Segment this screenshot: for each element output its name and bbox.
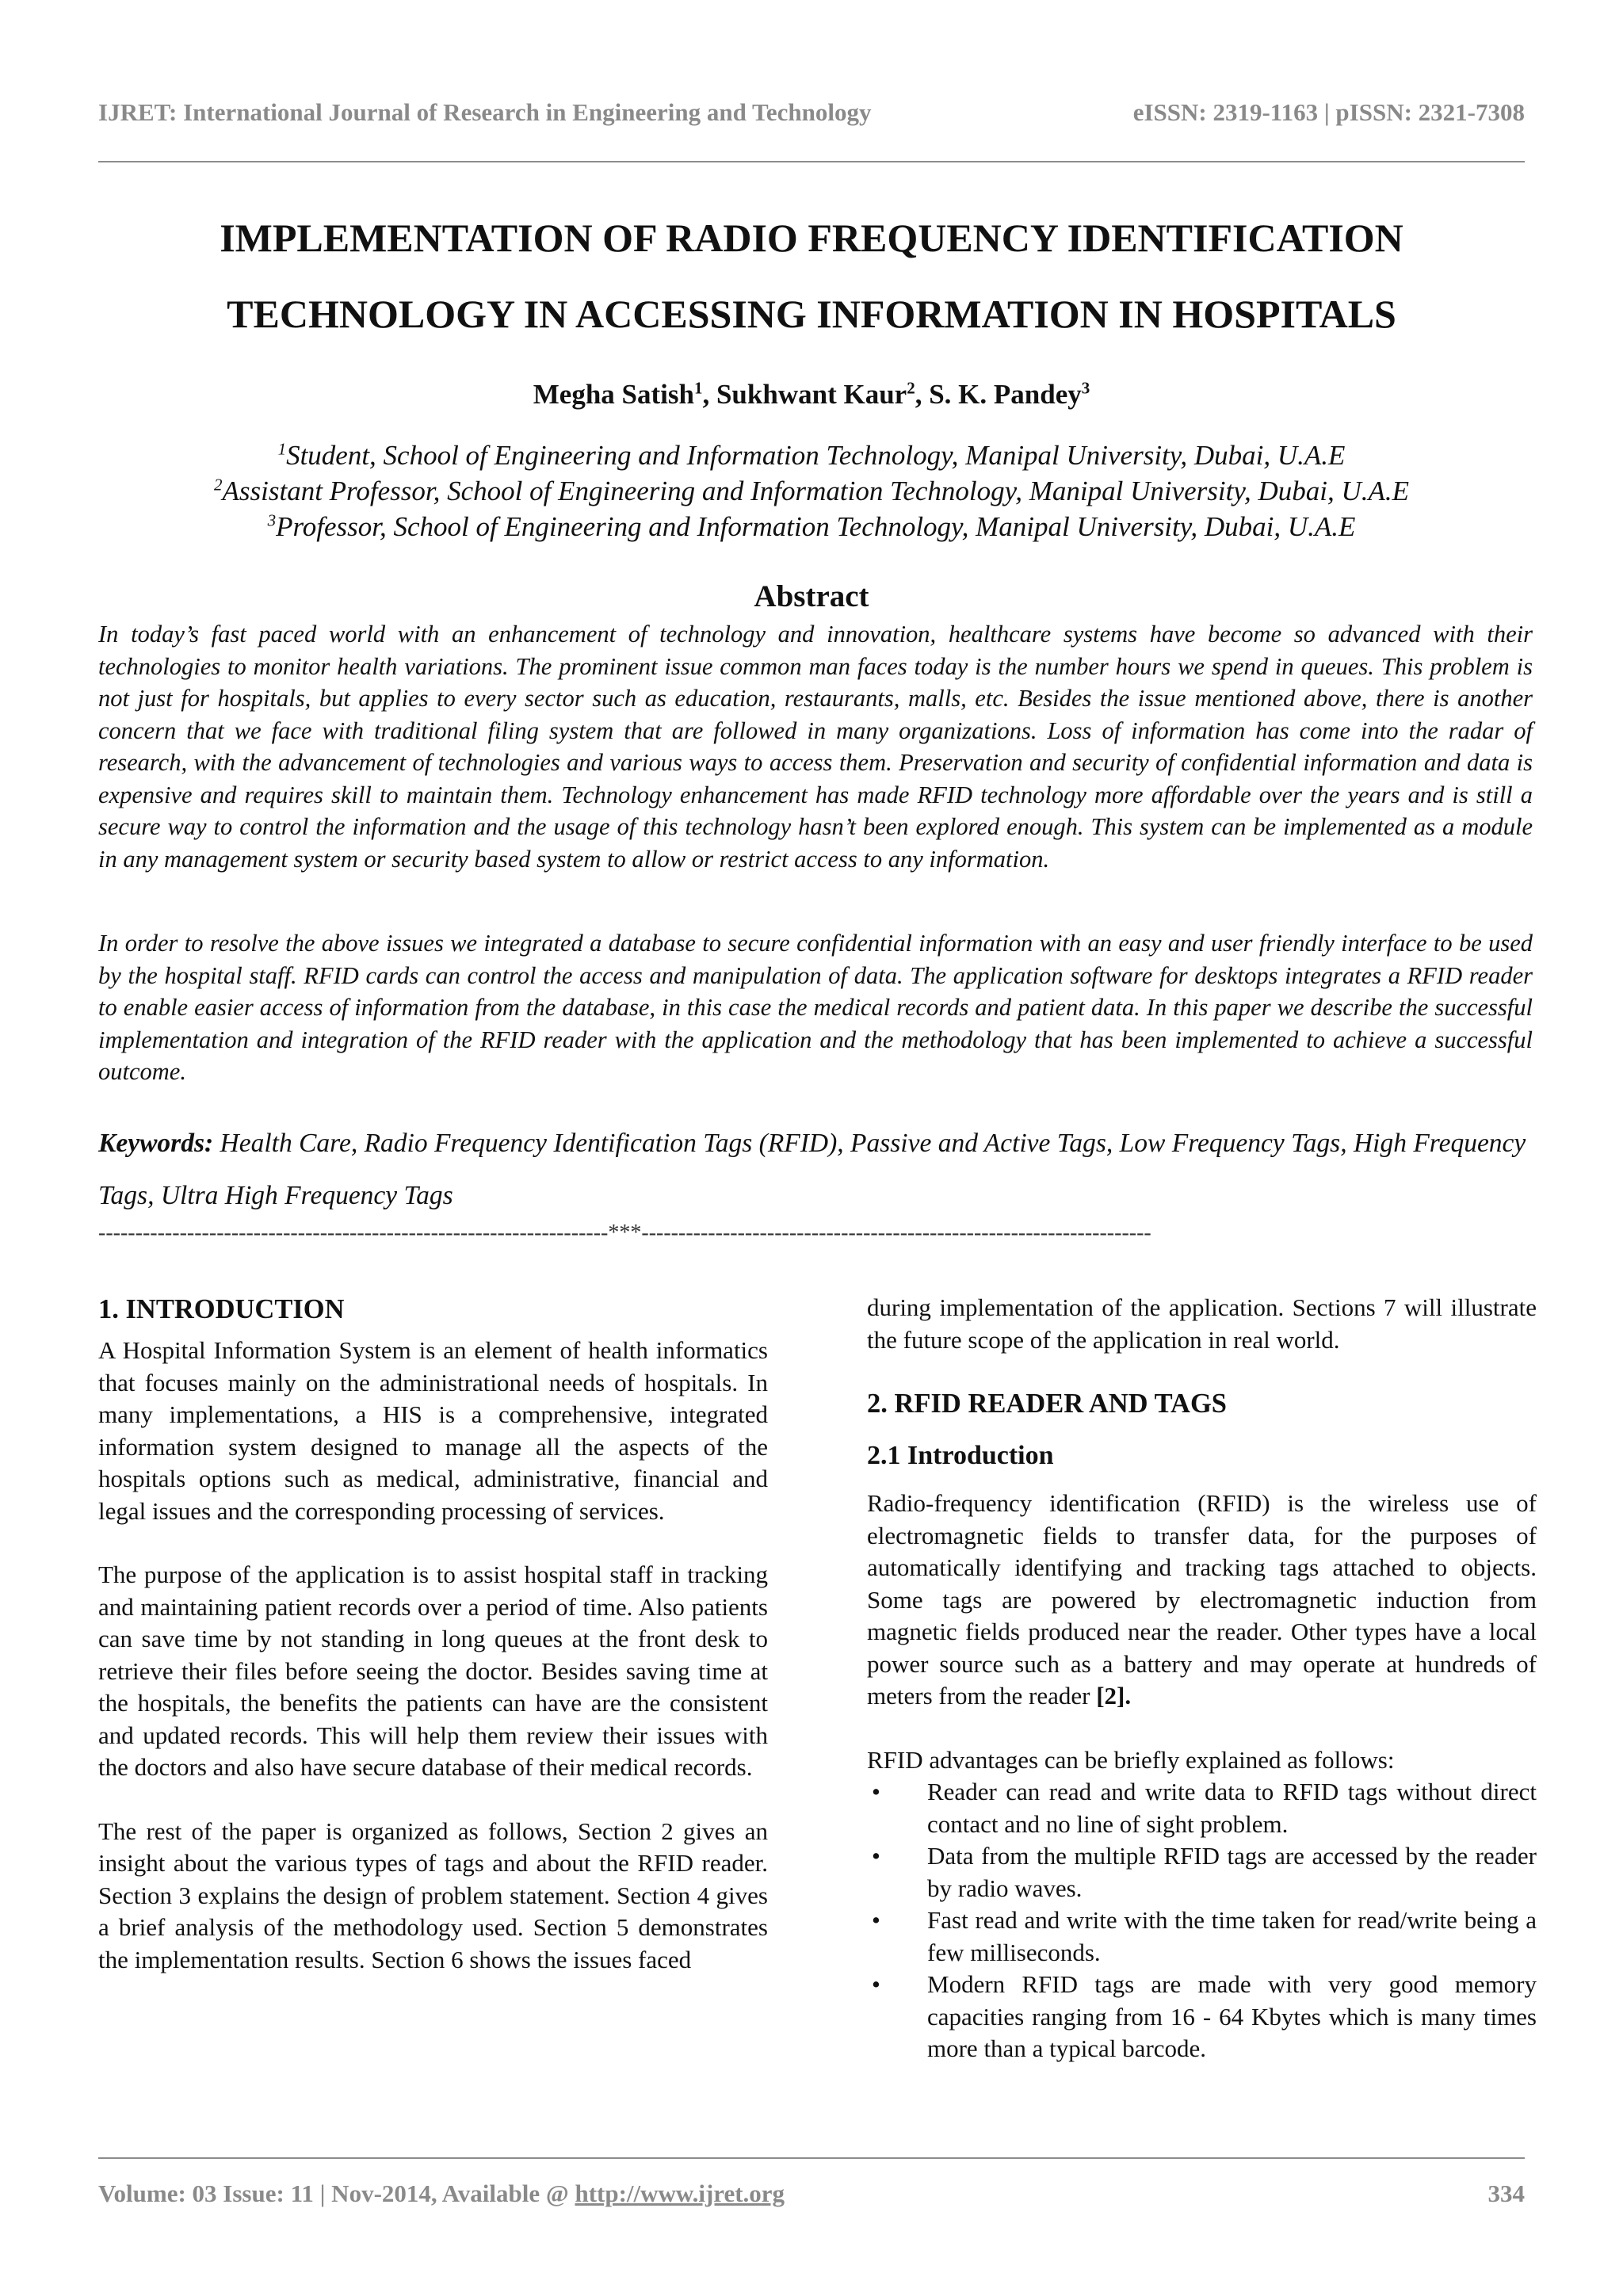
title-line-1: IMPLEMENTATION OF RADIO FREQUENCY IDENTIFICATION [220, 216, 1403, 260]
affiliation [98, 509, 1525, 544]
author-name: Sukhwant Kaur [716, 379, 907, 410]
section-separator: ---------------------------------------------------------------------***--------------------------------------------------------------------- [98, 1221, 1151, 1245]
keywords [98, 1117, 1533, 1222]
author-mark: 2 [907, 378, 915, 398]
section-heading-introduction: 1. INTRODUCTION [98, 1294, 345, 1324]
footer-volume-text: Volume: 03 Issue: 11 | Nov-2014, Available @ [98, 2179, 575, 2207]
paper-title [98, 200, 1525, 352]
bullet-icon: • [872, 1970, 880, 1998]
affiliation-mark: 1 [277, 439, 287, 459]
section-heading-rfid: 2. RFID READER AND TAGS [867, 1389, 1227, 1419]
advantages-list [867, 1776, 1537, 2065]
bullet-icon: • [872, 1778, 880, 1805]
footer-volume [98, 2179, 785, 2208]
left-column [98, 1292, 768, 1976]
list-item [867, 1840, 1537, 1904]
citation-reference: [2]. [1096, 1682, 1132, 1710]
author-separator: , [915, 379, 930, 410]
issn-header: eISSN: 2319-1163 | pISSN: 2321-7308 [1132, 98, 1525, 126]
header-rule [98, 161, 1525, 162]
advantages-intro: RFID advantages can be briefly explained as follows: [867, 1745, 1395, 1774]
intro-paragraph-1: A Hospital Information System is an element of health informatics that focuses mainly on the administrational needs of hospitals. In many implementations, a HIS is a comprehensive, integrated information system designed to manage all the aspects of the hospitals options such as medical, administrative, financial and legal issues and the corresponding processing of services. [98, 1336, 768, 1525]
intro-paragraph-3: The rest of the paper is organized as follows, Section 2 gives an insight about the various types of tags and about the RFID reader. Section 3 explains the design of problem statement. Section 4 gives a brief analysis of the methodology used. Section 5 demonstrates the implementation results. Section 6 shows the issues faced [98, 1817, 768, 1973]
affiliation-mark: 2 [214, 475, 223, 495]
bullet-icon: • [872, 1906, 880, 1934]
bullet-icon: • [872, 1842, 880, 1870]
abstract-paragraph-2: In order to resolve the above issues we integrated a database to secure confidential information with an easy and user friendly interface to be used by the hospital staff. RFID cards can control the access and manipulation of data. The application software for desktops integrates a RFID reader to enable easier access of information from the database, in this case the medical records and patient data. In this paper we describe the successful implementation and integration of the RFID reader with the application and the methodology that has been implemented to achieve a successful outcome. [98, 930, 1533, 1085]
abstract-paragraph-1: In today’s fast paced world with an enhancement of technology and innovation, healthcare systems have become so advanced with their technologies to monitor health variations. The prominent issue common man faces today is the number hours we spend in queues. This problem is not just for hospitals, but applies to every sector such as education, restaurants, malls, etc. Besides the issue mentioned above, there is another concern that we face with traditional filing system that are followed in many organizations. Loss of information has come into the radar of research, with the advancement of technologies and various ways to access them. Preservation and security of confidential information and data is expensive and requires skill to maintain them. Technology enhancement has made RFID technology more affordable over the years and is still a secure way to control the information and the usage of this technology hasn’t been explored enough. This system can be implemented as a module in any management system or security based system to allow or restrict access to any information. [98, 621, 1533, 873]
list-item [867, 1969, 1537, 2065]
author-list [98, 379, 1525, 411]
page-number: 334 [1487, 2179, 1525, 2207]
list-item [867, 1776, 1537, 1840]
footer-rule [98, 2157, 1525, 2159]
intro-paragraph-2: The purpose of the application is to assist hospital staff in tracking and maintaining patient records over a period of time. Also patients can save time by not standing in long queues at the front desk to retrieve their files before seeing the doctor. Besides saving time at the hospitals, the benefits the patients can have are the consistent and updated records. This will help them review their issues with the doctors and also have secure database of their medical records. [98, 1561, 768, 1781]
list-item-text: Modern RFID tags are made with very good memory capacities ranging from 16 - 64 Kbytes which is many times more than a typical barcode. [927, 1970, 1537, 2062]
keywords-text: Health Care, Radio Frequency Identification Tags (RFID), Passive and Active Tags, Low Frequency Tags, High Frequency Tags, Ultra High Frequency Tags [98, 1129, 1526, 1210]
intro-paragraph-3-continued: during implementation of the application. Sections 7 will illustrate the future scope of the application in real world. [867, 1293, 1537, 1354]
list-item-text: Reader can read and write data to RFID tags without direct contact and no line of sight problem. [927, 1778, 1537, 1838]
rfid-paragraph-1 [867, 1488, 1537, 1713]
journal-header: IJRET: International Journal of Research in Engineering and Technology [98, 98, 872, 126]
right-column [867, 1292, 1537, 2065]
affiliation [98, 437, 1525, 473]
author-name: S. K. Pandey [929, 379, 1082, 410]
abstract-heading: Abstract [754, 579, 869, 613]
list-item-text: Data from the multiple RFID tags are accessed by the reader by radio waves. [927, 1842, 1537, 1902]
list-item-text: Fast read and write with the time taken for read/write being a few milliseconds. [927, 1906, 1537, 1966]
affiliation [98, 473, 1525, 509]
author-separator: , [702, 379, 716, 410]
rfid-paragraph-text: Radio-frequency identification (RFID) is the wireless use of electromagnetic fields to transfer data, for the purposes of automatically identifying and tracking tags attached to objects. Some tags are powered by electromagnetic induction from magnetic fields produced near the reader. Other types have a local power source such as a battery and may operate at hundreds of meters from the reader [867, 1489, 1537, 1710]
author-mark: 1 [693, 378, 703, 398]
author-name: Megha Satish [533, 379, 694, 410]
title-line-2: TECHNOLOGY IN ACCESSING INFORMATION IN HOSPITALS [227, 292, 1396, 336]
affiliation-mark: 3 [267, 510, 277, 530]
affiliation-list [98, 437, 1525, 544]
list-item [867, 1904, 1537, 1969]
journal-link[interactable]: http://www.ijret.org [575, 2179, 785, 2207]
affiliation-text: Assistant Professor, School of Engineering and Information Technology, Manipal University, Dubai, U.A.E [222, 476, 1409, 506]
affiliation-text: Student, School of Engineering and Information Technology, Manipal University, Dubai, U.A.E [286, 440, 1346, 471]
affiliation-text: Professor, School of Engineering and Information Technology, Manipal University, Dubai, U.A.E [276, 511, 1356, 542]
author-mark: 3 [1081, 378, 1090, 398]
keywords-label: Keywords: [98, 1129, 214, 1158]
subsection-heading-introduction: 2.1 Introduction [867, 1441, 1054, 1470]
